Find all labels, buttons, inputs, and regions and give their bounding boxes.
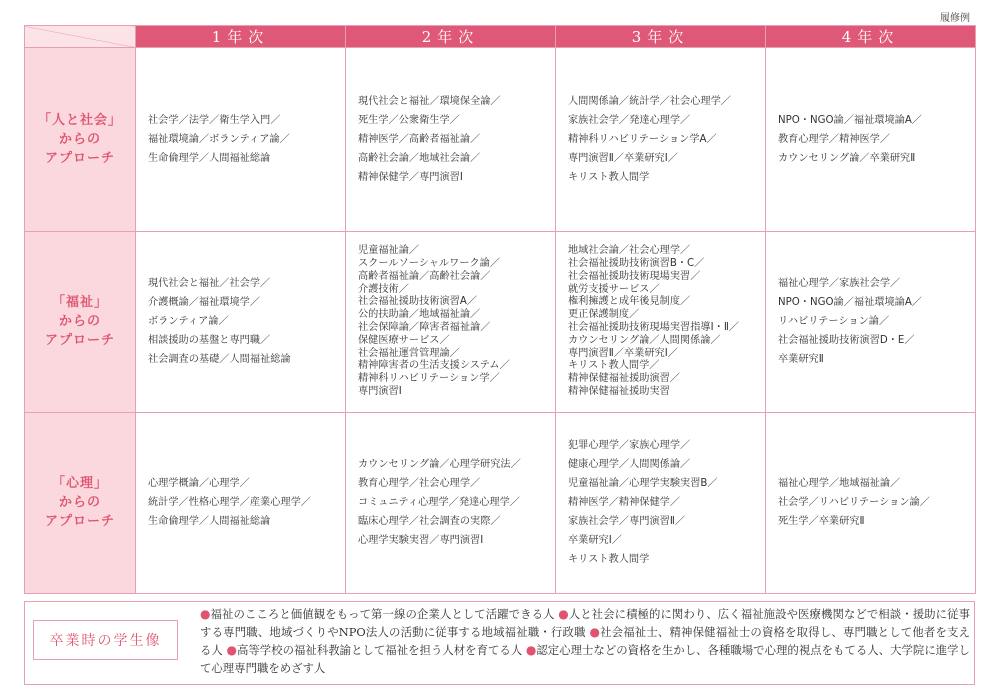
bullet-dot-icon: ●: [589, 625, 601, 639]
bullet-dot-icon: ●: [200, 607, 211, 621]
course-cell-society-year2: [346, 48, 556, 232]
course-line: 精神科リハビリテーション学／: [358, 373, 500, 385]
row-header-psychology: [25, 412, 136, 593]
course-line: コミュニティ心理学／発達心理学／: [358, 497, 520, 509]
course-line: 生命倫理学／人間福祉総論: [148, 153, 271, 165]
course-line: 精神障害者の生活支援システム／: [358, 360, 510, 372]
course-line: キリスト教人間学: [568, 172, 650, 184]
course-list: [778, 111, 963, 168]
course-list: [358, 92, 543, 187]
graduate-profile-item: 認定心理士などの資格を生かし、各種職場で心理的視点をもてる人、大学院に進学して心理専門職をめざす人: [200, 643, 970, 675]
course-line: 社会福祉援助技術演習B・C／: [568, 258, 705, 269]
course-line: 専門演習Ⅱ／卒業研究Ⅰ／: [568, 153, 678, 165]
course-cell-welfare-year3: [556, 232, 766, 412]
row-header-line: 「人と社会」: [37, 113, 122, 129]
course-line: カウンセリング論／卒業研究Ⅱ: [778, 153, 916, 165]
course-line: カウンセリング論／心理学研究法／: [358, 459, 521, 471]
course-list: [568, 92, 753, 187]
graduate-profile-label: 卒業時の学生像: [33, 620, 178, 660]
course-line: 精神医学／高齢者福祉論／: [358, 134, 481, 146]
course-line: 社会福祉運営管理論／: [358, 347, 460, 359]
course-line: 臨床心理学／社会調査の実際／: [358, 516, 501, 528]
graduate-profile-text: [200, 605, 970, 677]
row-header-welfare: [25, 232, 136, 412]
year-header-1: 1年次: [136, 26, 346, 48]
course-line: 家族社会学／専門演習Ⅱ／: [568, 516, 686, 528]
course-cell-psychology-year3: [556, 412, 766, 593]
course-line: 福祉環境論／ボランティア論／: [148, 134, 290, 146]
course-line: 公的扶助論／地域福祉論／: [358, 309, 481, 321]
approach-row-society: [25, 48, 976, 232]
course-line: 社会学／リハビリテーション論／: [778, 497, 930, 509]
row-header-line: 「心理」: [51, 476, 108, 492]
course-list: [148, 474, 333, 531]
bullet-dot-icon: ●: [558, 607, 569, 621]
course-line: 介護技術／: [358, 283, 409, 295]
bullet-dot-icon: ●: [226, 643, 237, 657]
caption-rishu-rei: 履修例: [940, 13, 970, 24]
course-line: 介護概論／福祉環境学／: [148, 297, 261, 309]
course-cell-society-year1: [136, 48, 346, 232]
course-cell-welfare-year4: [766, 232, 976, 412]
graduate-profile-box: [24, 601, 975, 685]
course-line: 社会福祉援助技術演習A／: [358, 296, 478, 308]
course-line: 社会福祉援助技術現場実習指導Ⅰ・Ⅱ／: [568, 321, 740, 333]
course-line: 生命倫理学／人間福祉総論: [148, 516, 271, 528]
course-line: 福祉心理学／地域福祉論／: [778, 478, 901, 490]
course-list: [148, 111, 333, 168]
course-line: 現代社会と福祉／社会学／: [148, 278, 271, 290]
course-line: 更正保護制度／: [568, 309, 640, 321]
course-line: 心理学実験実習／専門演習Ⅰ: [358, 535, 484, 547]
course-cell-psychology-year1: [136, 412, 346, 593]
course-line: 死生学／公衆衛生学／: [358, 115, 460, 127]
course-line: キリスト教人間学: [568, 554, 650, 566]
course-cell-society-year4: [766, 48, 976, 232]
course-line: 社会保障論／障害者福祉論／: [358, 321, 491, 333]
course-line: 統計学／性格心理学／産業心理学／: [148, 497, 311, 509]
course-line: 就労支援サービス／: [568, 283, 660, 295]
course-line: 精神科リハビリテーション学A／: [568, 134, 717, 146]
row-header-line: アプローチ: [44, 514, 115, 530]
course-line: NPO・NGO論／福祉環境論A／: [778, 297, 922, 309]
graduate-profile-item: 福祉のこころと価値観をもって第一線の企業人として活躍できる人: [210, 607, 555, 621]
course-cell-psychology-year2: [346, 412, 556, 593]
course-line: 精神医学／精神保健学／: [568, 497, 681, 509]
approach-row-welfare: [25, 232, 976, 412]
course-list: [358, 245, 543, 399]
course-cell-welfare-year1: [136, 232, 346, 412]
course-line: リハビリテーション論／: [778, 316, 890, 328]
course-line: 死生学／卒業研究Ⅱ: [778, 516, 865, 528]
course-line: 精神保健福祉援助実習: [568, 385, 670, 397]
course-line: 専門演習Ⅰ: [358, 385, 402, 397]
row-header-line: からの: [58, 314, 101, 330]
graduate-profile-item: 社会福祉士、精神保健福祉士の資格を取得し、専門職として他者を支える人: [200, 625, 970, 657]
year-header-2: 2年次: [346, 26, 556, 48]
course-list: [568, 245, 753, 399]
year-header-4: 4年次: [766, 26, 976, 48]
course-cell-psychology-year4: [766, 412, 976, 593]
course-line: 社会福祉援助技術演習D・E／: [778, 335, 915, 347]
course-line: 地域社会論／社会心理学／: [568, 245, 691, 257]
course-list: [778, 274, 963, 369]
year-header-3: 3年次: [556, 26, 766, 48]
course-line: 社会調査の基礎／人間福祉総論: [148, 354, 291, 366]
course-line: 教育心理学／精神医学／: [778, 134, 891, 146]
course-line: 現代社会と福祉／環境保全論／: [358, 96, 501, 108]
course-list: [358, 455, 543, 550]
approach-row-psychology: [25, 412, 976, 593]
graduate-profile-item: 高等学校の福祉科教諭として福祉を担う人材を育てる人: [236, 643, 523, 657]
course-line: 保健医療サービス／: [358, 334, 450, 346]
row-header-line: アプローチ: [44, 333, 115, 349]
row-header-line: アプローチ: [44, 151, 115, 167]
graduate-profile-item: 人と社会に積極的に関わり、広く福祉施設や医療機関などで相談・援助に従事する専門職、地域づくりやNPO法人の活動に従事する地域福祉職・行政職: [200, 607, 970, 639]
row-header-society: [25, 48, 136, 232]
course-line: 福祉心理学／家族社会学／: [778, 278, 901, 290]
row-header-line: からの: [58, 495, 101, 511]
course-line: カウンセリング論／人間関係論／: [568, 334, 721, 346]
course-line: 精神保健福祉援助演習／: [568, 373, 681, 385]
course-list: [148, 274, 333, 369]
course-line: 家族社会学／発達心理学／: [568, 115, 691, 127]
course-cell-welfare-year2: [346, 232, 556, 412]
course-list: [778, 474, 963, 531]
course-line: 健康心理学／人間関係論／: [568, 459, 691, 471]
course-line: 精神保健学／専門演習Ⅰ: [358, 172, 463, 184]
course-line: キリスト教人間学／: [568, 360, 660, 372]
year-header-row: [25, 26, 976, 48]
course-line: 教育心理学／社会心理学／: [358, 478, 481, 490]
course-line: 権利擁護と成年後見制度／: [568, 296, 691, 308]
course-line: NPO・NGO論／福祉環境論A／: [778, 115, 922, 127]
row-header-line: 「福祉」: [51, 295, 108, 311]
course-line: 社会福祉援助技術現場実習／: [568, 270, 701, 282]
course-line: 児童福祉論／心理学実験実習B／: [568, 478, 718, 490]
row-header-line: からの: [58, 132, 101, 148]
course-cell-society-year3: [556, 48, 766, 232]
course-line: 卒業研究Ⅱ: [778, 354, 824, 366]
course-line: 高齢社会論／地域社会論／: [358, 153, 481, 165]
course-line: 児童福祉論／: [358, 245, 420, 257]
course-line: 社会学／法学／衛生学入門／: [148, 115, 281, 127]
course-line: 人間関係論／統計学／社会心理学／: [568, 96, 731, 108]
course-line: 専門演習Ⅱ／卒業研究Ⅰ／: [568, 347, 678, 359]
course-list: [568, 436, 753, 569]
course-line: 相談援助の基盤と専門職／: [148, 335, 271, 347]
course-line: 卒業研究Ⅰ／: [568, 535, 622, 547]
course-line: 高齢者福祉論／高齢社会論／: [358, 270, 491, 282]
bullet-dot-icon: ●: [525, 643, 537, 657]
course-line: ボランティア論／: [148, 316, 229, 328]
course-line: 犯罪心理学／家族心理学／: [568, 440, 691, 452]
course-line: 心理学概論／心理学／: [148, 478, 250, 490]
curriculum-table: [24, 25, 976, 594]
corner-cell: [25, 26, 136, 48]
course-line: スクールソーシャルワーク論／: [358, 258, 501, 269]
